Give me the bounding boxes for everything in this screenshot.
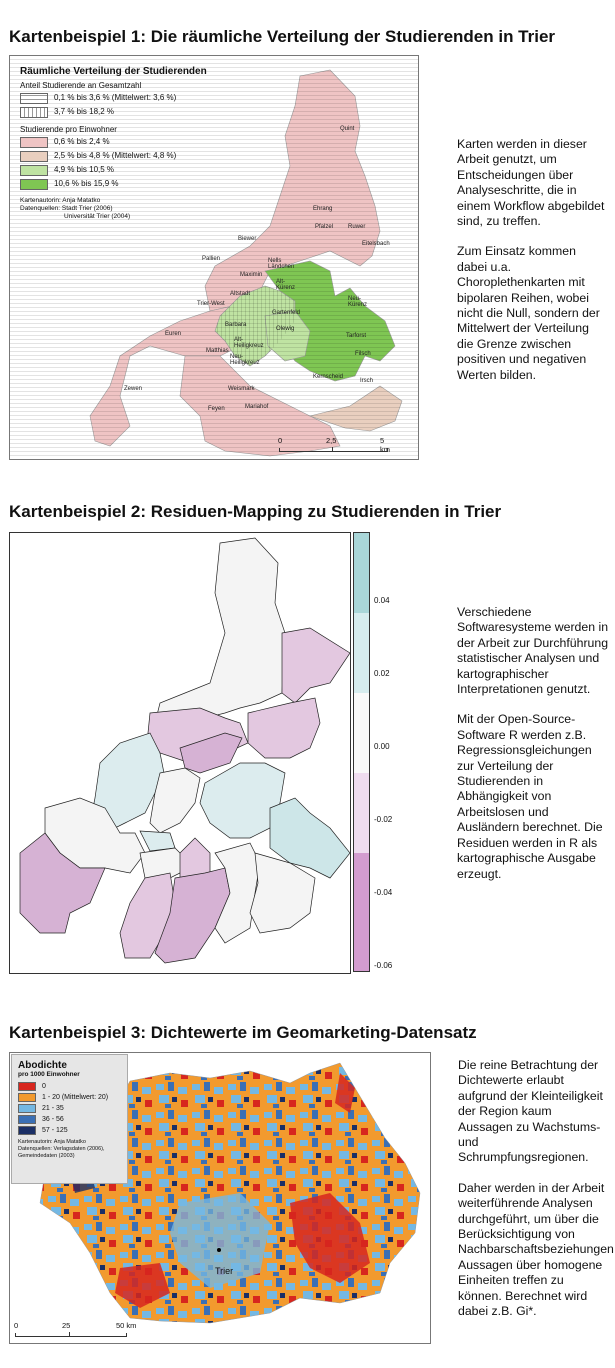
map1-swatch-hatch-v [20,107,48,118]
map1-place-label: Feyen [208,406,225,412]
map1-credit-author: Kartenautorin: Anja Matatko [20,197,101,204]
map1-place-label: Neu-Heiligkreuz [230,354,260,366]
map1-place-label: Nells Ländchen [268,258,295,270]
map1-place-label: Gartenfeld [272,310,301,316]
colorbar-tick: -0.02 [374,815,393,824]
map1-place-label: Pallien [202,256,221,262]
map1-place-label: Alt-Heiligkreuz [234,337,264,349]
map3-legend-item: 57 - 125 [42,1127,68,1134]
map3-swatch [18,1115,36,1124]
map3-swatch [18,1082,36,1091]
map1-place-label: Pfalzel [315,224,334,230]
map3-legend-item: 36 - 56 [42,1116,64,1123]
map1-legend2-item: 2,5 % bis 4,8 % (Mittelwert: 4,8 %) [54,151,177,160]
map1-legend-group2: Studierende pro Einwohner [20,125,117,134]
map3-scale-end: 50 km [116,1321,137,1330]
map3-scale-bar [14,1321,164,1341]
map3-legend-sub: pro 1000 Einwohner [18,1071,80,1078]
map3-credits [18,1139,121,1160]
map1-legend1-item: 0,1 % bis 3,6 % (Mittelwert: 3,6 %) [54,93,177,102]
map1-place-label: Weismark [228,386,255,392]
map1-legend2-item: 10,6 % bis 15,9 % [54,179,119,188]
map2-colorbar [353,532,370,972]
map1-place-label: Barbara [225,322,247,328]
map1-place-label: Maximin [240,272,263,278]
map1-swatch-hatch-h [20,93,48,104]
map1-legend2-item: 4,9 % bis 10,5 % [54,165,115,174]
map1-place-label: Quint [340,126,355,132]
map1-place-label: Neu-Kürenz [348,296,368,308]
map1-place-label: Alt-Kürenz [276,279,296,291]
map1-scale-end: 5 km [380,436,390,454]
map1-place-label: Ehrang [313,206,333,212]
map3-legend-title: Abodichte [18,1060,67,1071]
map1-place-label: Biewer [238,236,257,242]
map3-city-label: Trier [215,1266,234,1276]
map3-scale-mid: 25 [62,1321,71,1330]
section3-paragraph: Die reine Betrachtung der Dichtewerte erlaubt aufgrund der Kleinteiligkeit der Region kaum Aussagen zu Wachstums- und Schrumpfungsregionen. [458,1058,603,1165]
map1-swatch-2 [20,151,48,162]
map3-legend [11,1054,128,1184]
section1-paragraph: Zum Einsatz kommen dabei u.a. Choroplethenkarten mit bipolaren Reihen, wobei nicht die Null, sondern der Mittelwert der Verteilung die Grenze zwischen positiven und negativen Werten bilden. [457,244,600,382]
map3-legend-item: 0 [42,1083,46,1090]
map3-swatch [18,1126,36,1135]
map1-swatch-3 [20,165,48,176]
map1-credit-source: Datenquellen: Stadt Trier (2006) [20,205,113,212]
map1-swatch-1 [20,137,48,148]
map1-place-label: Eitelsbach [362,241,390,247]
map1-credit-source2: Universität Trier (2004) [64,213,131,220]
map1-place-label: Filsch [355,351,371,357]
map1-place-label: Altstadt [230,291,251,297]
map3-swatch [18,1093,36,1102]
map3-scale-0: 0 [14,1321,19,1330]
map1-legend [20,66,210,221]
section3-paragraph: Daher werden in der Arbeit weiterführende Analysen durchgeführt, um über die Berücksichtigung von Nachbarschaftsbeziehungen Aussagen über homogene Einheiten treffen zu können. Berechnet wird dabei z.B. Gi*. [458,1180,614,1319]
map2-residuals [10,533,350,973]
map1-place-label: Irsch [360,378,374,384]
section3-heading: Kartenbeispiel 3: Dichtewerte im Geomarketing-Datensatz [9,1023,477,1042]
map1-legend1-item: 3,7 % bis 18,2 % [54,107,115,116]
map1-swatch-4 [20,179,48,190]
section1-heading: Kartenbeispiel 1: Die räumliche Verteilung der Studierenden in Trier [9,27,556,46]
map1-place-label: Mariahof [245,404,269,410]
map1-place-label: Ruwer [348,224,366,230]
map1-place-label: Trier-West [197,301,225,307]
section3-text [458,1058,614,1335]
map3-legend-item: 1 - 20 (Mittelwert: 20) [42,1094,109,1101]
colorbar-tick: 0.00 [374,742,390,751]
map1-scale-bar [278,436,390,452]
map3-swatch [18,1104,36,1113]
map3-frame [9,1052,431,1344]
section2-paragraph: Mit der Open-Source-Software R werden z.B. Regressionsgleichungen zur Verteilung der Studierenden in Abhängigkeit von Arbeitslosen und Ausländern berechnet. Die Residuen werden in R als kartographische Ausgabe erzeugt. [457,712,603,881]
colorbar-tick: -0.04 [374,888,393,897]
colorbar-tick: -0.06 [374,961,393,970]
map1-frame [9,55,419,460]
colorbar-tick: 0.04 [374,596,390,605]
map1-legend-group1: Anteil Studierende an Gesamtzahl [20,81,142,90]
map1-place-label: Kernscheid [313,374,344,380]
map1-scale-0: 0 [278,436,283,445]
map1-place-label: Matthias [206,348,229,354]
section2-text [457,605,612,897]
map1-title: Räumliche Verteilung der Studierenden [20,66,207,77]
map3-legend-item: 21 - 35 [42,1105,64,1112]
section2-heading: Kartenbeispiel 2: Residuen-Mapping zu Studierenden in Trier [9,502,502,521]
map1-credits [20,197,210,221]
colorbar-tick: 0.02 [374,669,390,678]
map1-place-label: Euren [165,331,182,337]
map1-legend2-item: 0,6 % bis 2,4 % [54,137,110,146]
map1-scale-mid: 2,5 [326,436,337,445]
map1-place-label: Tarforst [346,333,367,339]
section1-paragraph: Karten werden in dieser Arbeit genutzt, um Entscheidungen über Analyseschritte, die in einem Workflow abgebildet sind, zu treffen. [457,137,605,229]
map1-place-label: Olewig [276,326,295,332]
section1-text [457,137,607,398]
map2-frame [9,532,351,974]
section2-paragraph: Verschiedene Softwaresysteme werden in der Arbeit zur Durchführung statistischer Analysen und kartographischer Interpretationen genutzt. [457,605,609,697]
map3-credit-author: Kartenautorin: Anja Matatko [18,1139,86,1145]
map3-credit-source: Datenquellen: Verlagsdaten (2006), Gemeindedaten (2003) [18,1146,105,1159]
map1-place-label: Zewen [124,386,143,392]
